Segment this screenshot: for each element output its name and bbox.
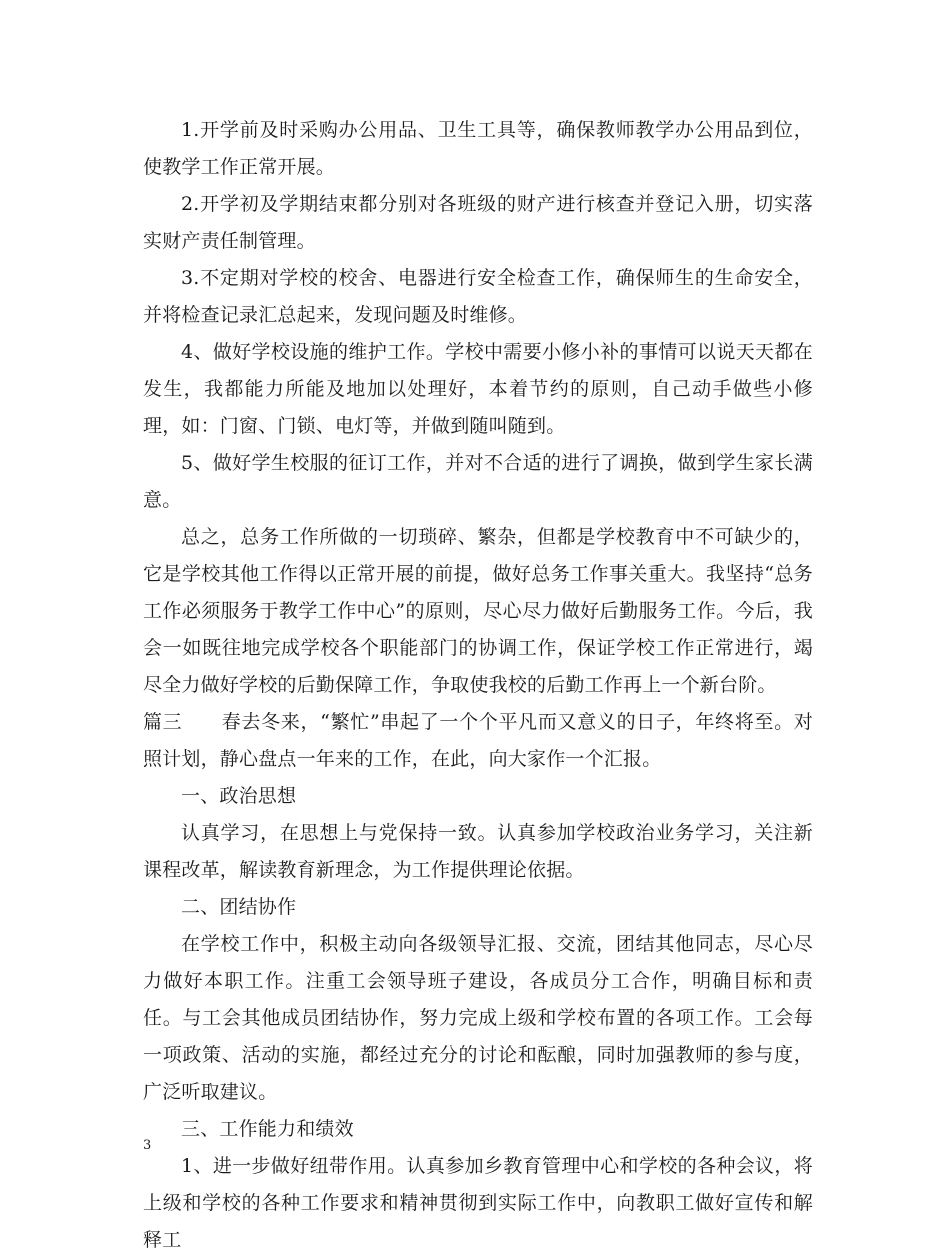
heading-political-thought: 一、政治思想 xyxy=(181,785,297,807)
paragraph-1: 1.开学前及时采购办公用品、卫生工具等，确保教师教学办公用品到位，使教学工作正常开展。 xyxy=(143,119,813,178)
page-number: 3 xyxy=(143,1138,152,1153)
paragraph-work-ability: 1、进一步做好纽带作用。认真参加乡教育管理中心和学校的各种会议，将上级和学校的各种工作要求和精神贯彻到实际工作中，向教职工做好宣传和解释工 xyxy=(143,1155,813,1251)
paragraph-teamwork: 在学校工作中，积极主动向各级领导汇报、交流，团结其他同志，尽心尽力做好本职工作。注重工会领导班子建设，各成员分工合作，明确目标和责任。与工会其他成员团结协作，努力完成上级和学校布置的各项工作。工会每一项政策、活动的实施，都经过充分的讨论和酝酿，同时加强教师的参与度，广泛听取建议。 xyxy=(143,933,813,1103)
section-three-intro: 篇三 春去冬来，“繁忙”串起了一个个平凡而又意义的日子，年终将至。对照计划，静心盘点一年来的工作，在此，向大家作一个汇报。 xyxy=(143,711,813,770)
document-body xyxy=(143,112,813,1259)
heading-work-ability: 三、工作能力和绩效 xyxy=(181,1118,354,1140)
paragraph-3: 3.不定期对学校的校舍、电器进行安全检查工作，确保师生的生命安全，并将检查记录汇总起来，发现问题及时维修。 xyxy=(143,267,813,326)
paragraph-political-thought: 认真学习，在思想上与党保持一致。认真参加学校政治业务学习，关注新课程改革，解读教育新理念，为工作提供理论依据。 xyxy=(143,822,813,881)
paragraph-2: 2.开学初及学期结束都分别对各班级的财产进行核查并登记入册，切实落实财产责任制管理。 xyxy=(143,193,813,252)
paragraph-summary: 总之，总务工作所做的一切琐碎、繁杂，但都是学校教育中不可缺少的，它是学校其他工作得以正常开展的前提，做好总务工作事关重大。我坚持“总务工作必须服务于教学工作中心”的原则，尽心尽力做好后勤服务工作。今后，我会一如既往地完成学校各个职能部门的协调工作，保证学校工作正常进行，竭尽全力做好学校的后勤保障工作，争取使我校的后勤工作再上一个新台阶。 xyxy=(143,526,813,696)
paragraph-5: 5、做好学生校服的征订工作，并对不合适的进行了调换，做到学生家长满意。 xyxy=(143,452,813,511)
heading-teamwork: 二、团结协作 xyxy=(181,896,297,918)
paragraph-4: 4、做好学校设施的维护工作。学校中需要小修小补的事情可以说天天都在发生，我都能力所能及地加以处理好，本着节约的原则，自己动手做些小修理，如：门窗、门锁、电灯等，并做到随叫随到。 xyxy=(143,341,813,437)
